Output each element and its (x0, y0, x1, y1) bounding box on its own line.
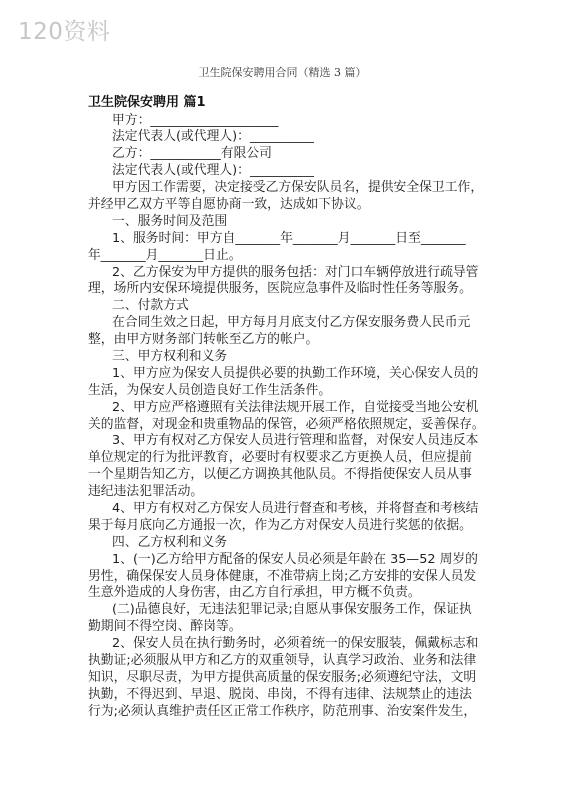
clause-heading: 二、付款方式 (112, 298, 189, 314)
party-a-item-4 (88, 501, 508, 535)
document-title: 卫生院保安聘用合同（精选 3 篇） (198, 66, 367, 79)
text-line: 整，由甲方财务部门转帐至乙方的帐户。 (88, 332, 319, 348)
text-line: 并经甲乙双方平等自愿协商一致，达成如下协议。 (88, 196, 370, 212)
intro-paragraph (88, 180, 508, 214)
party-a-legal-rep-line: 法定代表人(或代理人)：__________ (112, 129, 314, 145)
text-line: 3、甲方有权对乙方保安人员进行管理和监督，对保安人员违反本 (112, 433, 479, 449)
party-b-item-2 (88, 636, 508, 720)
watermark: 120资料 (18, 19, 111, 45)
party-b-item-1-sub-2 (88, 602, 508, 636)
payment-paragraph (88, 315, 508, 349)
party-b-item-1 (88, 552, 508, 603)
service-content-paragraph (88, 265, 508, 299)
text-line: 生意外造成的人身伤害，由乙方自行承担，甲方概不负责。 (88, 585, 421, 601)
text-line: 关的监督，对现金和贵重物品的保管，必须严格依照规定，妥善保存。 (88, 416, 485, 432)
text-line: (二)品德良好，无违法犯罪记录;自愿从事保安服务工作，保证执 (112, 602, 472, 618)
party-b-line: 乙方：___________有限公司 (112, 146, 272, 162)
clause-heading-service-scope (88, 214, 508, 231)
party-a-item-2 (88, 400, 508, 434)
text-line: 在合同生效之日起，甲方每月月底支付乙方保安服务费人民币元 (112, 315, 471, 331)
text-line: 2、甲方应严格遵照有关法律法规开展工作，自觉接受当地公安机 (112, 399, 479, 415)
text-line: 1、(一)乙方给甲方配备的保安人员必须是年龄在 35—52 周岁的 (112, 551, 478, 567)
clause-heading-payment (88, 298, 508, 315)
text-line: 4、甲方有权对乙方保安人员进行督查和考核，并将督查和考核结 (112, 500, 479, 516)
text-line: 生活，为保安人员创造良好工作生活条件。 (88, 382, 332, 398)
party-a-line: 甲方：____________________ (112, 112, 279, 128)
text-line: 理，场所内安保环境提供服务，医院应急事件及临时性任务等服务。 (88, 281, 472, 297)
text-line: 1、服务时间：甲方自_______年_______月_______日至_______ (112, 230, 466, 246)
text-line: 一个星期告知乙方，以便乙方调换其他队员。不得指使保安人员从事 (88, 467, 472, 483)
party-b-legal-rep-line: 法定代表人(或代理人)：__________ (112, 163, 314, 179)
clause-heading: 三、甲方权利和义务 (112, 348, 228, 364)
text-line: 执勤，不得迟到、早退、脱岗、串岗，不得有违律、法规禁止的违法 (88, 686, 472, 702)
document-body (88, 113, 508, 721)
text-line: 违纪违法犯罪活动。 (88, 484, 204, 500)
text-line: 男性，确保保安人员身体健康，不准带病上岗;乙方安排的安保人员发 (88, 568, 477, 584)
clause-heading-party-b-rights (88, 535, 508, 552)
party-a-item-1 (88, 366, 508, 400)
text-line: 单位规定的行为批评教育，必要时有权要求乙方更换人员，但应提前 (88, 450, 472, 466)
section-heading: 卫生院保安聘用 篇1 (88, 95, 206, 110)
text-line: 2、保安人员在执行勤务时，必须着统一的保安服装，佩戴标志和 (112, 636, 479, 652)
text-line: 2、乙方保安为甲方提供的服务包括：对门口车辆停放进行疏导管 (112, 264, 479, 280)
clause-heading: 四、乙方权利和义务 (112, 534, 228, 550)
text-line: 1、甲方应为保安人员提供必要的执勤工作环境，关心保安人员的 (112, 365, 479, 381)
text-line: 知识，尽职尽责，为甲方提供高质量的保安服务;必须遵纪守法，文明 (88, 669, 477, 685)
text-line: 勤期间不得空岗、醉岗等。 (88, 619, 242, 635)
text-line: 执勤证;必须服从甲方和乙方的双重领导，认真学习政治、业务和法律 (88, 653, 477, 668)
text-line: 果于每月底向乙方通报一次，作为乙方对保安人员进行奖惩的依据。 (88, 517, 472, 533)
text-line: 甲方因工作需要，决定接受乙方保安队员名，提供安全保卫工作， (112, 180, 484, 196)
text-line: 年_______月_______日止。 (88, 247, 242, 263)
clause-heading: 一、服务时间及范围 (112, 213, 228, 229)
text-line: 行为;必须认真维护责任区正常工作秩序，防范刑事、治安案件发生， (88, 703, 477, 719)
service-time-paragraph (88, 231, 508, 265)
clause-heading-party-a-rights (88, 349, 508, 366)
parties-block (88, 113, 508, 181)
party-a-item-3 (88, 433, 508, 501)
